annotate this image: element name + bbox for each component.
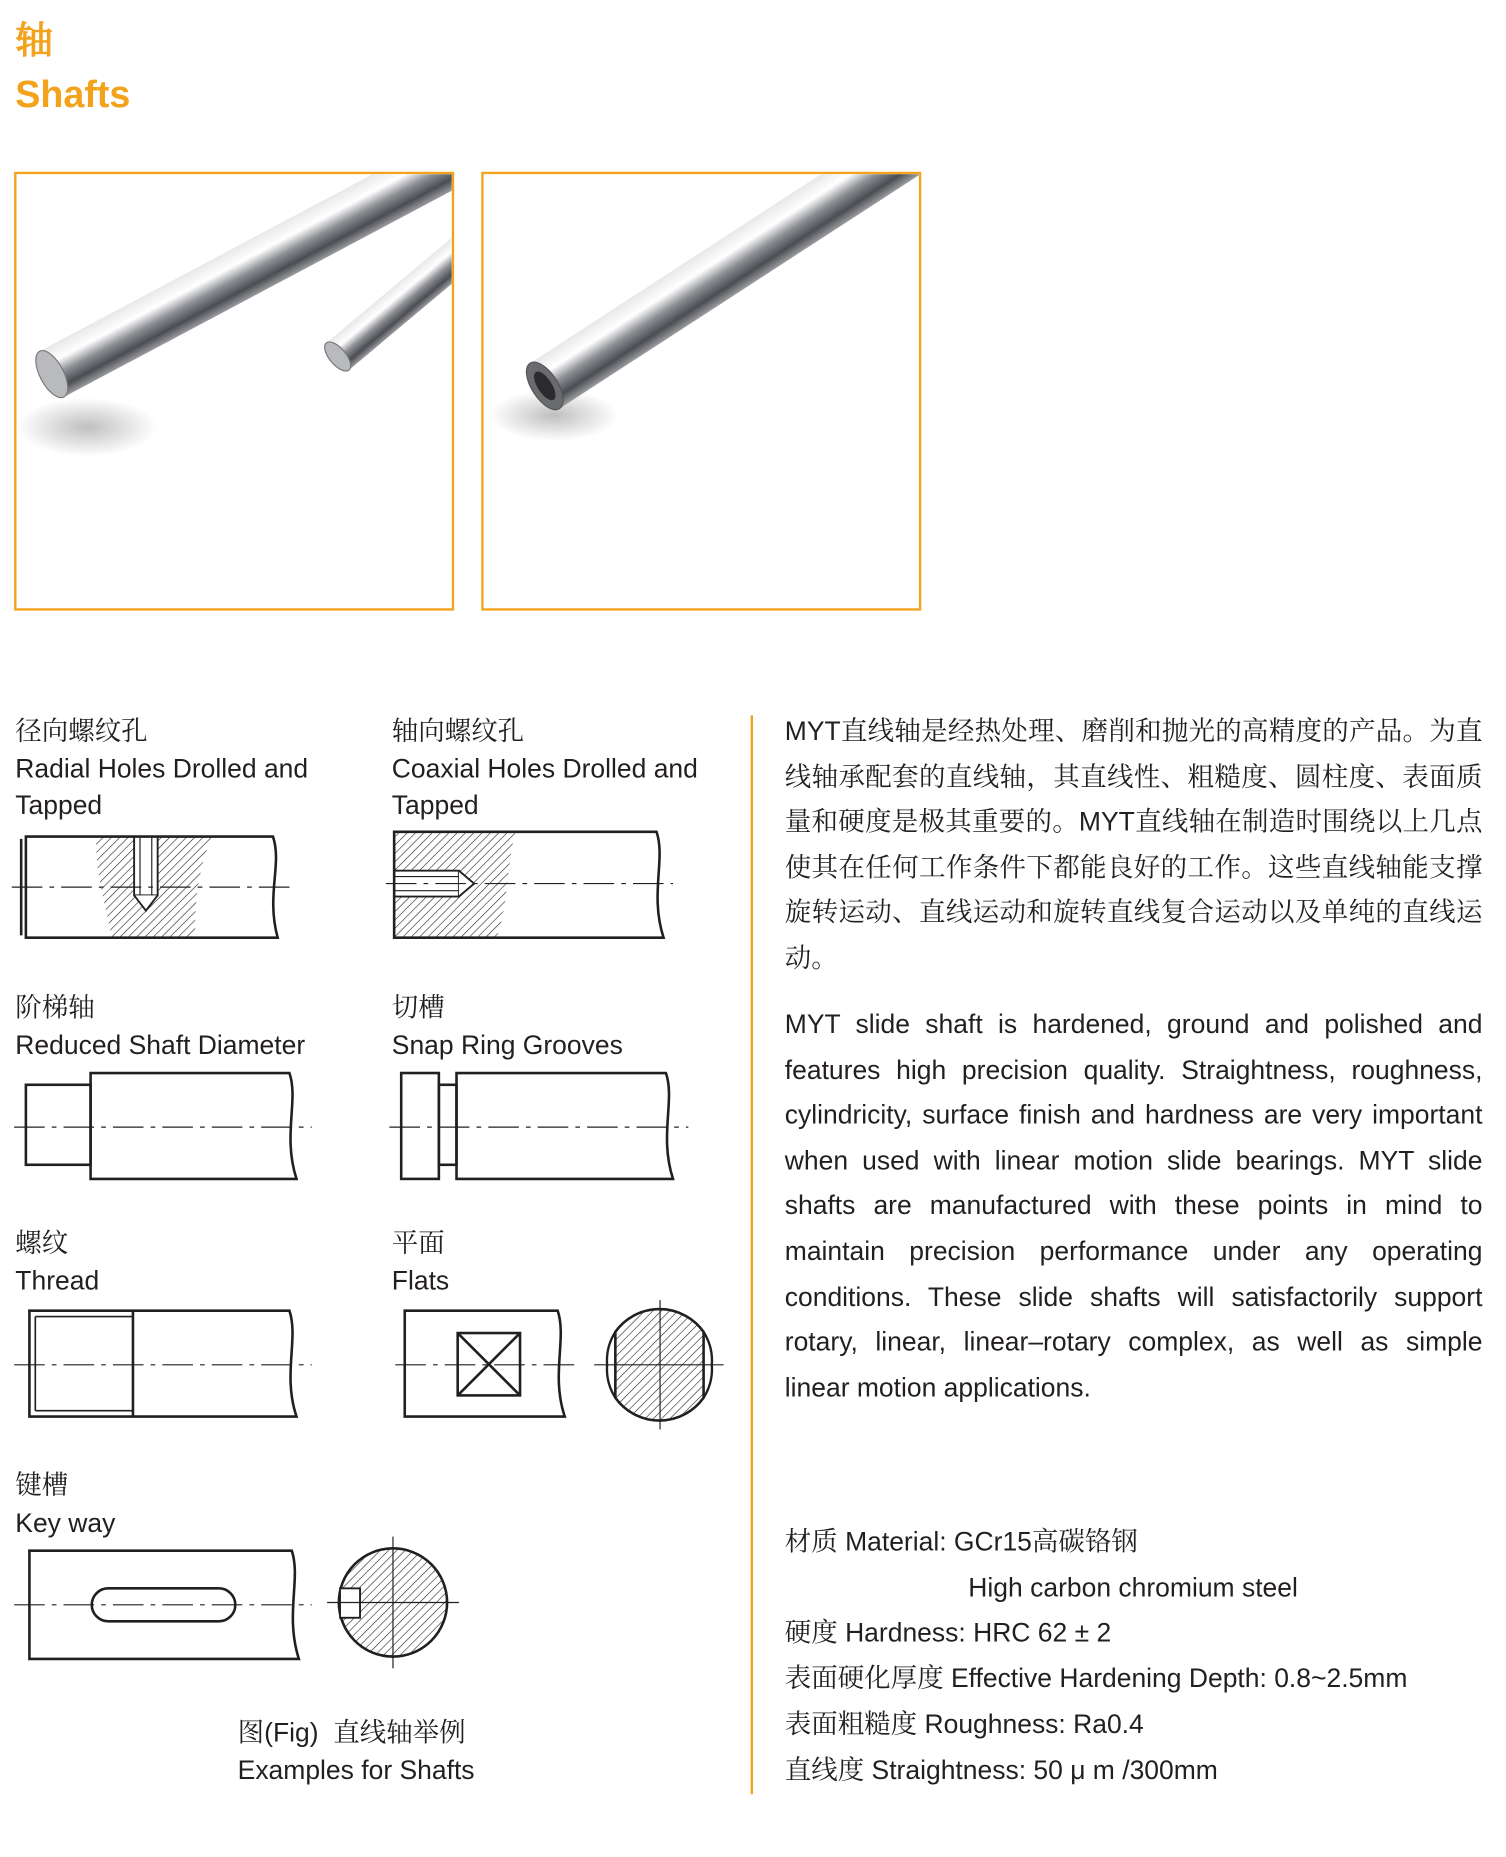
spec-hardening-depth: 表面硬化厚度 Effective Hardening Depth: 0.8~2.5mm xyxy=(784,1663,1408,1694)
figure-label-cn: 阶梯轴 xyxy=(15,993,95,1023)
title-cn: 轴 xyxy=(15,18,53,62)
figure-label-en: Flats xyxy=(391,1265,450,1295)
figure-caption xyxy=(238,1714,475,1789)
figure-label-en: Tapped xyxy=(391,790,479,821)
coaxial-holes-drawing xyxy=(386,832,673,938)
spec-list xyxy=(785,1520,1408,1793)
spec-material-en: High carbon chromium steel xyxy=(968,1572,1298,1603)
column-divider xyxy=(751,715,753,1794)
title-en: Shafts xyxy=(15,72,131,116)
figure-label-en: Tapped xyxy=(15,790,103,821)
figure-label-en: Reduced Shaft Diameter xyxy=(15,1030,306,1060)
figure-label-en: Key way xyxy=(15,1507,116,1538)
figure-label-cn: 键槽 xyxy=(15,1470,69,1501)
figure-label-cn: 切槽 xyxy=(391,993,445,1023)
figure-label-en: Radial Holes Drolled and xyxy=(15,753,309,784)
radial-holes-drawing xyxy=(12,837,294,938)
caption-en: Examples for Shafts xyxy=(237,1755,475,1785)
figure-label-cn: 轴向螺纹孔 xyxy=(391,716,525,746)
snap-ring-grooves-drawing xyxy=(389,1073,688,1179)
key-way-drawing xyxy=(14,1537,459,1669)
spec-material: 材质 Material: GCr15高碳铬钢 xyxy=(784,1527,1138,1557)
description-en: MYT slide shaft is hardened, ground and polished and features high precision quality. Straightness, roughness, cylindricity, surface finish and hardness are very important when used with linear motion slide bearings. MYT slide shafts are manufactured with these points in mind to maintain precision performance under any operating conditions. These slide shafts will satisfactorily support rotary, linear, linear–rotary complex, as well as simple linear motion applications. xyxy=(784,1009,1483,1403)
flats-drawing xyxy=(395,1300,723,1429)
figure-label-cn: 径向螺纹孔 xyxy=(15,716,148,746)
figure-label-en: Snap Ring Grooves xyxy=(391,1030,623,1060)
spec-hardness: 硬度 Hardness: HRC 62 ± 2 xyxy=(784,1618,1112,1648)
reduced-diameter-drawing xyxy=(14,1073,312,1179)
figure-label-en: Coaxial Holes Drolled and xyxy=(391,753,698,784)
description-cn: MYT直线轴是经热处理、磨削和抛光的高精度的产品。为直线轴承配套的直线轴，其直线性、粗糙度、圆柱度、表面质量和硬度是极其重要的。MYT直线轴在制造时围绕以上几点使其在任何工作条件下都能良好的工作。这些直线轴能支撑旋转运动、直线运动和旋转直线复合运动以及单纯的直线运动。 xyxy=(784,716,1483,973)
spec-roughness: 表面粗糙度 Roughness: Ra0.4 xyxy=(784,1709,1144,1739)
figure-label-cn: 螺纹 xyxy=(15,1228,69,1258)
caption-cn: 图(Fig) 直线轴举例 xyxy=(237,1717,466,1748)
spec-straightness: 直线度 Straightness: 50 μ m /300mm xyxy=(784,1754,1218,1785)
figure-label-cn: 平面 xyxy=(391,1228,445,1258)
thread-drawing xyxy=(14,1311,312,1417)
shaft-drawings xyxy=(0,0,753,1706)
figure-label-en: Thread xyxy=(15,1265,100,1295)
